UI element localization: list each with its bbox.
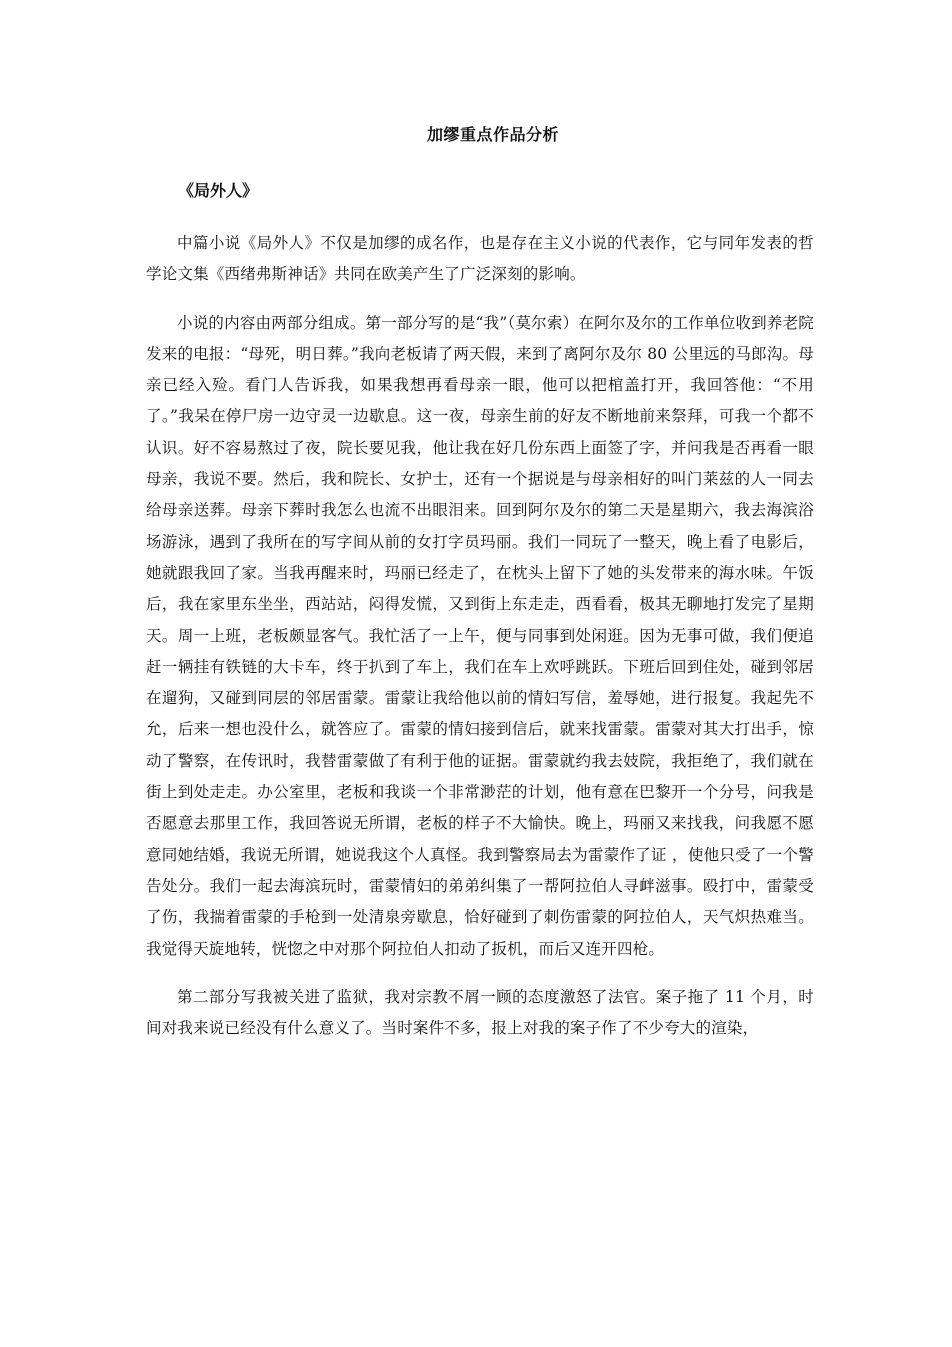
document-title: 加缪重点作品分析 bbox=[426, 125, 559, 144]
paragraph-part-two: 第二部分写我被关进了监狱，我对宗教不屑一顾的态度激怒了法官。案子拖了 11 个月，时间对我来说已经没有什么意义了。当时案件不多，报上对我的案子作了不少夸大的渲染， bbox=[146, 987, 814, 1038]
section-heading: 《局外人》 bbox=[178, 181, 259, 200]
document-body bbox=[146, 228, 814, 1061]
paragraph-intro: 中篇小说《局外人》不仅是加缪的成名作，也是存在主义小说的代表作，它与同年发表的哲学论文集《西绪弗斯神话》共同在欧美产生了广泛深刻的影响。 bbox=[146, 234, 814, 284]
paragraph-part-one: 小说的内容由两部分组成。第一部分写的是“我”（莫尔索）在阿尔及尔的工作单位收到养老院发来的电报：“母死，明日葬。”我向老板请了两天假，来到了离阿尔及尔 80 公里远的马郎沟。母亲已经入殓。看门人告诉我，如果我想再看母亲一眼，他可以把棺盖打开，我回答他：“不用了。”我呆在停尸房一边守灵一边歇息。这一夜，母亲生前的好友不断地前来祭拜，可我一个都不认识。好不容易熬过了夜，院长要见我，他让我在好几份东西上面签了字，并问我是否再看一眼母亲，我说不要。然后，我和院长、女护士，还有一个据说是与母亲相好的叫门莱兹的人一同去给母亲送葬。母亲下葬时我怎么也流不出眼泪来。回到阿尔及尔的第二天是星期六，我去海滨浴场游泳，遇到了我所在的写字间从前的女打字员玛丽。我们一同玩了一整天，晚上看了电影后，她就跟我回了家。当我再醒来时，玛丽已经走了，在枕头上留下了她的头发带来的海水味。午饭后，我在家里东坐坐，西站站，闷得发慌，又到街上东走走，西看看，极其无聊地打发完了星期天。周一上班，老板颇显客气。我忙活了一上午，便与同事到处闲逛。因为无事可做，我们便追赶一辆挂有铁链的大卡车，终于扒到了车上，我们在车上欢呼跳跃。下班后回到住处，碰到邻居在遛狗，又碰到同层的邻居雷蒙。雷蒙让我给他以前的情妇写信，羞辱她，进行报复。我起先不允，后来一想也没什么，就答应了。雷蒙的情妇接到信后，就来找雷蒙。雷蒙对其大打出手，惊动了警察，在传讯时，我替雷蒙做了有利于他的证据。雷蒙就约我去妓院，我拒绝了，我们就在街上到处走走。办公室里，老板和我谈一个非常渺茫的计划，他有意在巴黎开一个分号，问我是否愿意去那里工作，我回答说无所谓，老板的样子不大愉快。晚上，玛丽又来找我，问我愿不愿意同她结婚，我说无所谓，她说我这个人真怪。我到警察局去为雷蒙作了证 ，使他只受了一个警告处分。我们一起去海滨玩时，雷蒙情妇的弟弟纠集了一帮阿拉伯人寻衅滋事。殴打中，雷蒙受了伤，我揣着雷蒙的手枪到一处清泉旁歇息，恰好碰到了刺伤雷蒙的阿拉伯人，天气炽热难当。我觉得天旋地转，恍惚之中对那个阿拉伯人扣动了扳机，而后又连开四枪。 bbox=[146, 313, 814, 958]
